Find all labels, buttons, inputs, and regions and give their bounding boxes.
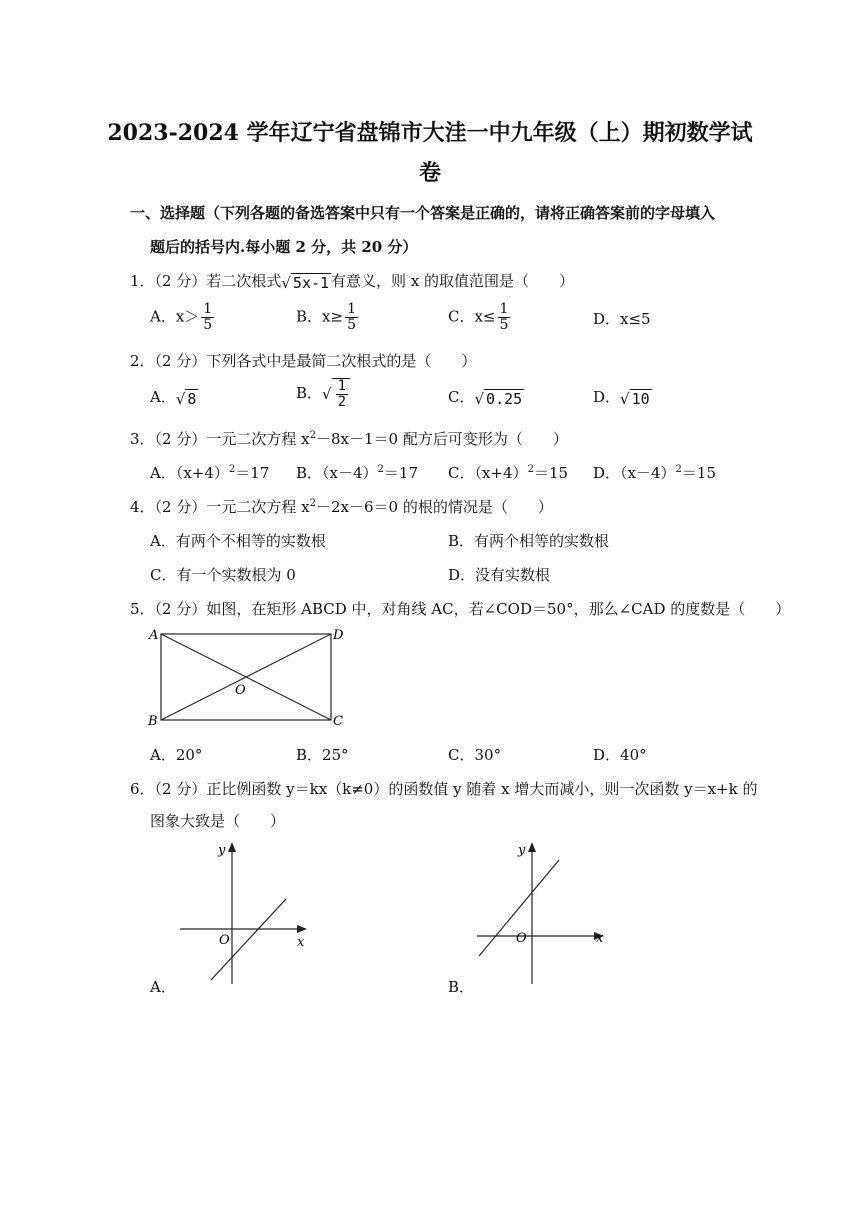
q1-b-fraction: $\frac{1}{5}$: [347, 301, 356, 333]
q3-option-d[interactable]: D．$(x-4)^2=15$: [593, 464, 716, 482]
x-axis-arrow: [297, 925, 307, 933]
q2-option-b[interactable]: B．√ $\frac{1}{2}$: [296, 378, 350, 410]
q1-option-b[interactable]: B．x≥ $\frac{1}{5}$: [296, 301, 356, 333]
question-3: 3．（2 分）一元二次方程 $x^2-8x-1=0$ 配方后可变形为（ ）: [130, 430, 568, 448]
q5-option-a[interactable]: A．20°: [150, 746, 203, 764]
y-axis-label: y: [218, 843, 226, 858]
section-heading-line2: 题后的括号内.每小题 2 分，共 20 分）: [150, 238, 418, 256]
q5-option-d[interactable]: D．40°: [593, 746, 647, 764]
q1-a-fraction: $\frac{1}{5}$: [203, 301, 213, 333]
q3-option-a[interactable]: A．$(x+4)^2=17$: [150, 464, 270, 482]
question-2: 2．（2 分）下列各式中是最简二次根式的是（ ）: [130, 352, 477, 370]
question-1: [130, 270, 574, 292]
label-d: D: [333, 628, 344, 643]
x-axis-label: x: [297, 935, 305, 950]
q2-option-a[interactable]: A．√ 8: [150, 388, 197, 408]
q1-text-post: 有意义，则 x 的取值范围是（ ）: [331, 272, 575, 290]
label-a: A: [149, 628, 159, 643]
question-6-line2: 图象大致是（ ）: [150, 812, 286, 830]
q6-graph-a: [175, 838, 315, 988]
x-axis-label: x: [596, 931, 604, 946]
section-heading-line1: 一、选择题（下列各题的备选答案中只有一个答案是正确的，请将正确答案前的字母填入: [130, 204, 716, 222]
q1-option-d[interactable]: D．x≤5: [593, 310, 651, 328]
q1-option-c[interactable]: C．x≤ $\frac{1}{5}$: [448, 301, 509, 333]
q1-c-fraction: $\frac{1}{5}$: [499, 301, 509, 333]
rectangle-abcd-figure: [145, 624, 355, 730]
q5-option-c[interactable]: C．30°: [448, 746, 502, 764]
question-5: 5．（2 分）如图，在矩形 ABCD 中，对角线 AC，若∠COD＝50°，那么∠CAD 的度数是（ ）: [130, 600, 791, 618]
q2-option-c[interactable]: C．√ 0.25: [448, 388, 523, 408]
question-4: 4．（2 分）一元二次方程 $x^2-2x-6=0$ 的根的情况是（ ）: [130, 498, 553, 516]
origin-label: O: [516, 931, 527, 946]
q1-radical: √ 5x-1: [281, 273, 330, 292]
q3-option-c[interactable]: C．$(x+4)^2=15$: [448, 464, 569, 482]
q2-option-d[interactable]: D．√ 10: [593, 388, 650, 408]
doc-title-line1: 2023-2024 学年辽宁省盘锦市大洼一中九年级（上）期初数学试: [107, 120, 753, 146]
q1-option-a[interactable]: A．x＞ $\frac{1}{5}$: [150, 301, 213, 333]
q4-option-d[interactable]: D．没有实数根: [448, 566, 551, 584]
q3-option-b[interactable]: B．$(x-4)^2=17$: [296, 464, 418, 482]
y-axis-arrow: [228, 842, 236, 852]
label-o: O: [235, 683, 246, 698]
doc-title-line2: 卷: [418, 160, 441, 186]
q4-option-b[interactable]: B．有两个相等的实数根: [448, 532, 610, 550]
y-axis-arrow: [528, 842, 536, 852]
q6-option-a[interactable]: A．: [150, 978, 176, 996]
question-6-line1: 6．（2 分）正比例函数 y＝kx（k≠0）的函数值 y 随着 x 增大而减小，则一次函数 y＝x+k 的: [130, 780, 758, 798]
q6-option-b[interactable]: B．: [448, 978, 475, 996]
label-c: C: [333, 714, 343, 729]
origin-label: O: [219, 933, 230, 948]
q4-option-c[interactable]: C．有一个实数根为 0: [150, 566, 296, 584]
q4-option-a[interactable]: A．有两个不相等的实数根: [150, 532, 326, 550]
label-b: B: [148, 714, 158, 729]
q1-text-pre: 1．（2 分）若二次根式: [130, 272, 282, 290]
q5-option-b[interactable]: B．25°: [296, 746, 349, 764]
q6-graph-b: [472, 838, 612, 988]
y-axis-label: y: [518, 843, 526, 858]
